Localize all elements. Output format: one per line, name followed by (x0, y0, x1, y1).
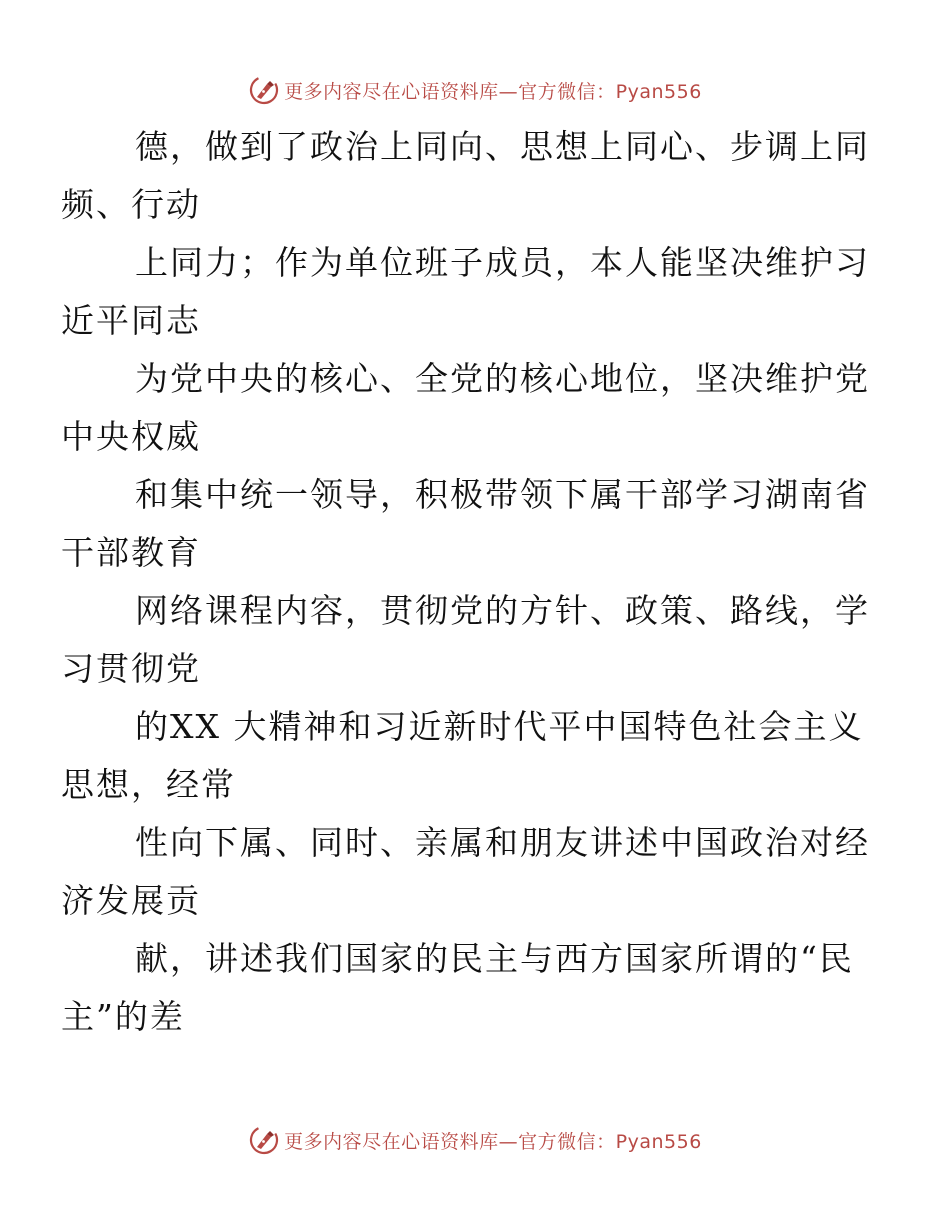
paragraph-line: 为党中央的核心、全党的核心地位，坚决维护党 (135, 359, 870, 398)
paragraph-line: 干部教育 (61, 533, 201, 572)
pen-nib-circle-icon (248, 1124, 280, 1156)
paragraph-line: 习贯彻党 (61, 649, 201, 688)
footer-banner (0, 1120, 950, 1160)
paragraph (61, 582, 870, 698)
paragraph (61, 350, 870, 466)
paragraph-line: 近平同志 (61, 301, 201, 340)
paragraph-line: 献，讲述我们国家的民主与西方国家所谓的“民 (135, 939, 854, 978)
paragraph (61, 930, 858, 1046)
footer-banner-text: 更多内容尽在心语资料库—官方微信：Pyan556 (284, 1130, 702, 1153)
document-body (61, 118, 870, 1046)
paragraph-line: 中央权威 (61, 417, 201, 456)
paragraph-line: 思想，经常 (61, 765, 236, 804)
paragraph (61, 234, 870, 350)
pen-nib-circle-icon (248, 74, 280, 106)
paragraph (61, 118, 870, 234)
paragraph-line: 德，做到了政治上同向、思想上同心、步调上同 (135, 127, 870, 166)
paragraph-line: 主”的差 (61, 997, 185, 1036)
header-banner-text: 更多内容尽在心语资料库—官方微信：Pyan556 (284, 80, 702, 103)
paragraph-line: 济发展贡 (61, 881, 201, 920)
paragraph-line: 的XX 大精神和习近新时代平中国特色社会主义 (135, 707, 864, 746)
paragraph-line: 和集中统一领导，积极带领下属干部学习湖南省 (135, 475, 870, 514)
paragraph-line: 上同力；作为单位班子成员，本人能坚决维护习 (135, 243, 870, 282)
paragraph-line: 频、行动 (61, 185, 201, 224)
paragraph (61, 466, 870, 582)
paragraph (61, 814, 870, 930)
paragraph-line: 性向下属、同时、亲属和朋友讲述中国政治对经 (135, 823, 870, 862)
paragraph-line: 网络课程内容，贯彻党的方针、政策、路线，学 (135, 591, 870, 630)
paragraph (61, 698, 864, 814)
header-banner (0, 70, 950, 110)
